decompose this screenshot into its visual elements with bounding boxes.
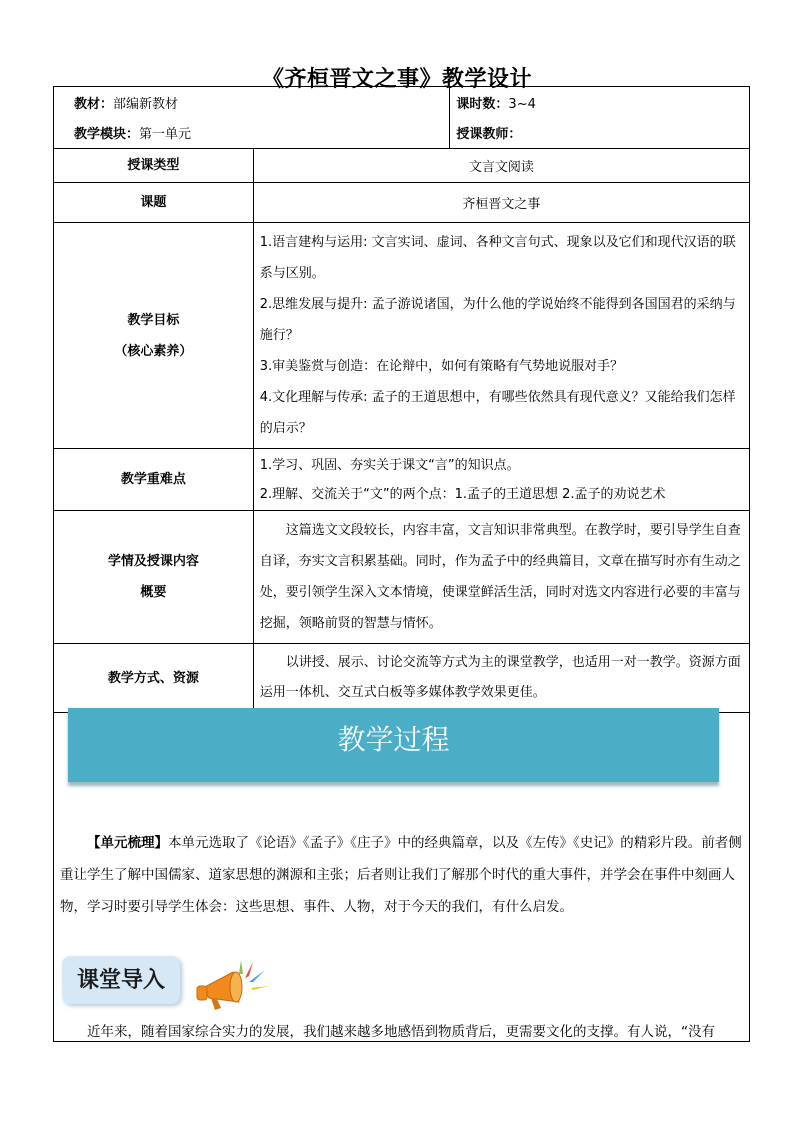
key-point: 2.理解、交流关于“文”的两个点：1.孟子的王道思想 2.孟子的劝说艺术	[259, 486, 666, 502]
method-row	[54, 644, 750, 713]
intro-heading: 课堂导入	[62, 956, 180, 1004]
module-value: 第一单元	[139, 127, 192, 143]
meta-row-2	[54, 118, 750, 149]
megaphone-rays	[239, 960, 269, 990]
goals-content	[253, 223, 749, 449]
goal-item: 2.思维发展与提升: 孟子游说诸国，为什么他的学说始终不能得到各国国君的采纳与施行？	[259, 297, 736, 343]
topic-value: 齐桓晋文之事	[253, 183, 749, 223]
process-banner: 教学过程	[68, 708, 719, 782]
unit-summary-text: 本单元选取了《论语》《孟子》《庄子》中的经典篇章，以及《左传》《史记》的精彩片段。前者侧重让学生了解中国儒家、道家思想的渊源和主张；后者则让我们了解那个时代的重大事件，并学会在事件中刻画人物，学习时要引导学生体会：这些思想、事件、人物，对于今天的我们，有什么启发。	[60, 835, 742, 915]
situation-row	[54, 511, 750, 644]
hours-value: 3~4	[508, 96, 536, 112]
type-row	[54, 149, 750, 183]
key-point: 1.学习、巩固、夯实关于课文“言”的知识点。	[259, 457, 520, 473]
hours-cell	[450, 87, 750, 118]
module-label: 教学模块：	[74, 127, 140, 143]
key-row	[54, 449, 750, 511]
megaphone-icon	[193, 958, 273, 1014]
textbook-value: 部编新教材	[113, 96, 179, 112]
goal-item: 3.审美鉴赏与创造：在论辩中，如何有策略有气势地说服对手？	[259, 359, 624, 374]
goals-label: 教学目标	[127, 312, 180, 328]
goals-row	[54, 223, 750, 449]
hours-label: 课时数：	[456, 96, 509, 112]
page-title: 《齐桓晋文之事》教学设计	[261, 66, 532, 92]
unit-summary-tag: 【单元梳理】	[87, 835, 168, 851]
type-label: 授课类型	[54, 149, 254, 183]
unit-summary-paragraph	[60, 827, 746, 923]
type-value: 文言文阅读	[253, 149, 749, 183]
goal-item: 4.文化理解与传承: 孟子的王道思想中，有哪些依然具有现代意义？又能给我们怎样的启示？	[259, 390, 736, 436]
goal-item: 1.语言建构与运用: 文言实词、虚词、各种文言句式、现象以及它们和现代汉语的联系与区别。	[259, 235, 736, 281]
topic-label: 课题	[54, 183, 254, 223]
topic-row	[54, 183, 750, 223]
intro-paragraph: 近年来，随着国家综合实力的发展，我们越来越多地感悟到物质背后，更需要文化的支撑。有人说，“没有	[87, 1024, 715, 1040]
lesson-info-table	[53, 86, 750, 713]
meta-row-1	[54, 87, 750, 118]
teacher-cell	[450, 118, 750, 149]
method-content: 以讲授、展示、讨论交流等方式为主的课堂教学，也适用一对一教学。资源方面运用一体机、交互式白板等多媒体教学效果更佳。	[253, 644, 749, 713]
textbook-label: 教材：	[74, 96, 114, 112]
situation-label-cell	[54, 511, 254, 644]
teacher-label: 授课教师：	[456, 127, 522, 143]
goals-sublabel: （核心素养）	[114, 343, 193, 359]
situation-content: 这篇选文文段较长，内容丰富，文言知识非常典型。在教学时，要引导学生自查自译，夯实文言积累基础。同时，作为孟子中的经典篇目，文章在描写时亦有生动之处，要引领学生深入文本情境，使课堂鲜活生活，同时对选文内容进行必要的丰富与挖掘，领略前贤的智慧与情怀。	[253, 511, 749, 644]
module-cell	[54, 118, 450, 149]
situation-label: 学情及授课内容	[107, 554, 199, 569]
method-label: 教学方式、资源	[54, 644, 254, 713]
textbook-cell	[54, 87, 450, 118]
key-content	[253, 449, 749, 511]
key-label: 教学重难点	[54, 449, 254, 511]
situation-sublabel: 概要	[140, 585, 167, 600]
goals-label-cell	[54, 223, 254, 449]
